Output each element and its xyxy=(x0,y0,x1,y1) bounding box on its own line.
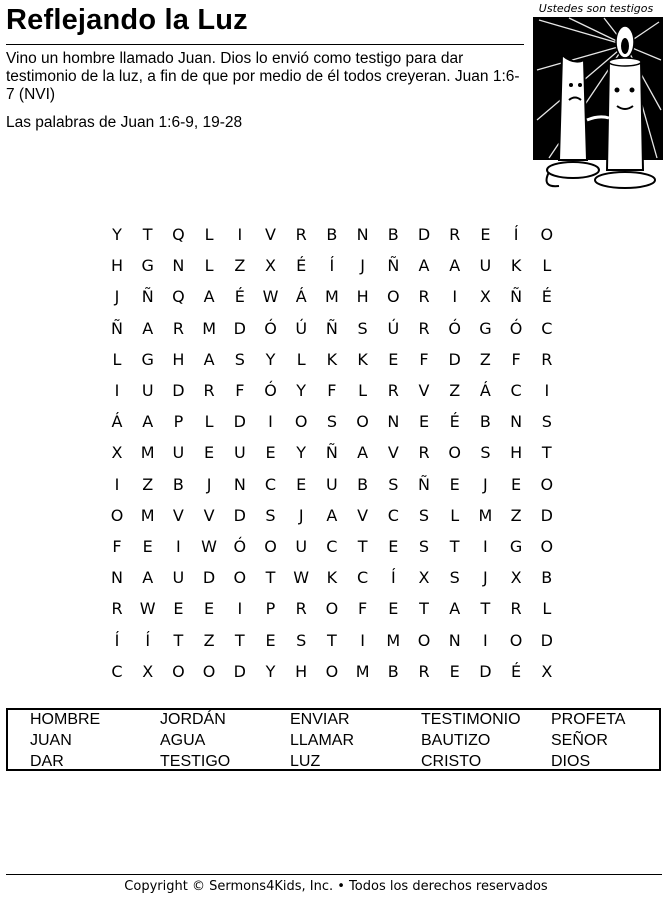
grid-letter[interactable]: X xyxy=(541,661,553,681)
grid-letter[interactable]: H xyxy=(172,349,185,369)
grid-letter[interactable]: E xyxy=(296,474,307,494)
grid-letter[interactable]: Ñ xyxy=(325,318,338,338)
grid-letter[interactable]: A xyxy=(449,256,461,276)
grid-letter[interactable]: M xyxy=(478,505,493,525)
grid-letter[interactable]: O xyxy=(540,474,554,494)
grid-letter[interactable]: S xyxy=(541,412,552,432)
grid-letter[interactable]: Y xyxy=(112,225,122,244)
grid-letter[interactable]: N xyxy=(111,568,123,588)
word-list-item: LLAMAR xyxy=(290,732,355,749)
grid-letter[interactable]: E xyxy=(204,443,215,463)
grid-letter[interactable]: S xyxy=(234,349,245,369)
grid-letter[interactable]: B xyxy=(387,225,399,244)
grid-letter[interactable]: A xyxy=(357,443,369,463)
word-list-item: JUAN xyxy=(30,732,72,749)
grid-letter[interactable]: E xyxy=(511,474,522,494)
grid-letter[interactable]: O xyxy=(356,412,369,432)
grid-letter[interactable]: R xyxy=(449,225,461,244)
grid-letter[interactable]: S xyxy=(326,412,337,432)
grid-letter[interactable]: B xyxy=(541,568,553,588)
grid-letter[interactable]: M xyxy=(202,318,216,338)
grid-letter[interactable]: X xyxy=(265,256,276,276)
grid-letter[interactable]: U xyxy=(141,381,154,400)
grid-letter[interactable]: L xyxy=(204,256,214,276)
grid-letter[interactable]: C xyxy=(111,661,123,681)
grid-letter[interactable]: S xyxy=(296,630,307,650)
grid-letter[interactable]: U xyxy=(172,568,185,588)
grid-letter[interactable]: H xyxy=(110,256,124,276)
grid-letter[interactable]: É xyxy=(541,287,552,307)
grid-letter[interactable]: A xyxy=(142,318,154,338)
grid-letter[interactable]: S xyxy=(265,505,276,525)
grid-letter[interactable]: W xyxy=(293,568,310,588)
grid-letter[interactable]: L xyxy=(204,412,214,432)
grid-letter[interactable]: E xyxy=(173,599,184,619)
grid-letter[interactable]: Ó xyxy=(264,318,277,338)
grid-letter[interactable]: T xyxy=(357,537,368,556)
grid-letter[interactable]: I xyxy=(544,381,550,400)
grid-letter[interactable]: W xyxy=(262,287,279,307)
grid-letter[interactable]: Q xyxy=(172,225,185,244)
grid-letter[interactable]: S xyxy=(357,318,368,338)
grid-letter[interactable]: A xyxy=(203,287,215,307)
title-divider xyxy=(6,44,524,45)
grid-letter[interactable]: D xyxy=(540,630,553,650)
grid-letter[interactable]: D xyxy=(172,381,185,400)
grid-letter[interactable]: O xyxy=(325,661,339,681)
grid-letter[interactable]: T xyxy=(480,599,491,619)
grid-letter[interactable]: I xyxy=(483,630,488,650)
grid-letter[interactable]: R xyxy=(295,225,307,244)
word-list-item: TESTIMONIO xyxy=(421,711,521,728)
grid-letter[interactable]: C xyxy=(357,568,369,588)
grid-letter[interactable]: O xyxy=(417,630,431,650)
grid-letter[interactable]: Ñ xyxy=(141,287,154,307)
grid-letter[interactable]: J xyxy=(483,568,488,588)
grid-letter[interactable]: Ñ xyxy=(510,287,523,307)
passage-reference: Las palabras de Juan 1:6-9, 19-28 xyxy=(6,114,243,131)
grid-letter[interactable]: Z xyxy=(510,505,522,525)
grid-letter[interactable]: R xyxy=(111,599,123,619)
grid-letter[interactable]: O xyxy=(233,568,247,588)
grid-letter[interactable]: T xyxy=(142,225,153,244)
grid-letter[interactable]: S xyxy=(418,537,430,556)
grid-letter[interactable]: Ó xyxy=(233,537,247,556)
grid-letter[interactable]: A xyxy=(326,505,338,525)
grid-letter[interactable]: N xyxy=(356,225,369,244)
grid-letter[interactable]: Z xyxy=(449,381,461,400)
grid-letter[interactable]: Y xyxy=(296,443,307,463)
grid-letter[interactable]: R xyxy=(203,381,215,400)
grid-letter[interactable]: U xyxy=(326,474,338,494)
grid-letter[interactable]: T xyxy=(419,599,429,619)
grid-letter[interactable]: H xyxy=(295,661,308,681)
grid-letter[interactable]: R xyxy=(172,318,184,338)
word-list-item: AGUA xyxy=(160,732,206,749)
grid-letter[interactable]: X xyxy=(111,443,123,463)
grid-letter[interactable]: É xyxy=(296,256,307,276)
grid-letter[interactable]: C xyxy=(510,381,522,400)
grid-letter[interactable]: X xyxy=(418,568,430,588)
grid-letter[interactable]: E xyxy=(142,537,153,556)
grid-letter[interactable]: D xyxy=(448,349,461,369)
grid-letter[interactable]: Ú xyxy=(387,318,400,338)
word-list-item: DIOS xyxy=(551,753,591,770)
grid-letter[interactable]: B xyxy=(172,474,184,494)
grid-letter[interactable]: O xyxy=(387,287,400,307)
grid-letter[interactable]: Ñ xyxy=(387,256,400,276)
grid-letter[interactable]: O xyxy=(540,225,554,244)
grid-letter[interactable]: F xyxy=(357,599,368,619)
grid-letter[interactable]: V xyxy=(357,505,369,525)
grid-letter[interactable]: D xyxy=(479,661,492,681)
grid-letter[interactable]: I xyxy=(176,537,181,556)
grid-letter[interactable]: R xyxy=(418,661,430,681)
word-list-item: BAUTIZO xyxy=(421,732,491,749)
grid-letter[interactable]: P xyxy=(173,412,184,432)
grid-letter[interactable]: G xyxy=(141,349,154,369)
grid-letter[interactable]: É xyxy=(511,661,522,681)
grid-letter[interactable]: D xyxy=(233,661,246,681)
grid-letter[interactable]: G xyxy=(141,256,154,276)
grid-letter[interactable]: L xyxy=(542,256,552,276)
grid-letter[interactable]: S xyxy=(388,474,399,494)
grid-letter[interactable]: M xyxy=(386,630,401,650)
grid-letter[interactable]: T xyxy=(265,568,276,588)
grid-letter[interactable]: Z xyxy=(203,630,215,650)
grid-letter[interactable]: L xyxy=(358,381,368,400)
grid-letter[interactable]: Ó xyxy=(509,318,523,338)
grid-letter[interactable]: Í xyxy=(513,225,519,244)
grid-letter[interactable]: M xyxy=(140,443,155,463)
grid-letter[interactable]: Í xyxy=(390,568,396,588)
grid-letter[interactable]: M xyxy=(324,287,339,307)
grid-letter[interactable]: B xyxy=(326,225,338,244)
grid-letter[interactable]: Í xyxy=(329,256,335,276)
grid-letter[interactable]: J xyxy=(360,256,365,276)
grid-letter[interactable]: Á xyxy=(295,287,307,307)
grid-letter[interactable]: A xyxy=(203,349,215,369)
grid-letter[interactable]: E xyxy=(388,537,399,556)
grid-letter[interactable]: D xyxy=(233,505,246,525)
grid-letter[interactable]: D xyxy=(540,505,553,525)
grid-letter[interactable]: O xyxy=(202,661,216,681)
grid-letter[interactable]: L xyxy=(112,349,122,369)
illustration-caption: Ustedes son testigos xyxy=(538,2,654,15)
grid-letter[interactable]: V xyxy=(265,225,276,244)
grid-letter[interactable]: M xyxy=(140,505,155,525)
grid-letter[interactable]: Á xyxy=(479,381,491,400)
grid-letter[interactable]: I xyxy=(268,412,273,432)
grid-letter[interactable]: K xyxy=(510,256,522,276)
grid-letter[interactable]: U xyxy=(233,443,246,463)
grid-letter[interactable]: E xyxy=(480,225,491,244)
grid-letter[interactable]: Ú xyxy=(295,318,308,338)
grid-letter[interactable]: Á xyxy=(111,412,123,432)
grid-letter[interactable]: P xyxy=(265,599,276,619)
grid-letter[interactable]: I xyxy=(452,287,458,307)
grid-letter[interactable]: G xyxy=(479,318,492,338)
grid-letter[interactable]: U xyxy=(479,256,492,276)
grid-letter[interactable]: N xyxy=(387,412,400,432)
grid-letter[interactable]: É xyxy=(234,287,245,307)
word-list-box xyxy=(6,708,661,771)
word-list-item: HOMBRE xyxy=(30,711,101,728)
grid-letter[interactable]: Y xyxy=(296,381,307,400)
grid-letter[interactable]: C xyxy=(541,318,553,338)
page-title: Reflejando la Luz xyxy=(6,4,248,36)
grid-letter[interactable]: R xyxy=(418,443,430,463)
grid-letter[interactable]: D xyxy=(233,318,246,338)
grid-letter[interactable]: I xyxy=(237,225,243,244)
grid-letter[interactable]: H xyxy=(356,287,369,307)
grid-letter[interactable]: E xyxy=(265,630,276,650)
footer-divider xyxy=(6,874,662,875)
grid-letter[interactable]: O xyxy=(110,505,124,525)
grid-letter[interactable]: E xyxy=(449,661,460,681)
grid-letter[interactable]: M xyxy=(355,661,370,681)
grid-letter[interactable]: I xyxy=(237,599,243,619)
grid-letter[interactable]: O xyxy=(509,630,523,650)
grid-letter[interactable]: N xyxy=(172,256,185,276)
grid-letter[interactable]: U xyxy=(295,537,308,556)
grid-letter[interactable]: V xyxy=(418,381,430,400)
grid-letter[interactable]: N xyxy=(510,412,523,432)
grid-letter[interactable]: T xyxy=(327,630,337,650)
grid-letter[interactable]: L xyxy=(450,505,460,525)
grid-letter[interactable]: N xyxy=(448,630,461,650)
grid-letter[interactable]: G xyxy=(509,537,523,556)
word-list-item: LUZ xyxy=(290,753,321,770)
grid-letter[interactable]: N xyxy=(233,474,246,494)
grid-letter[interactable]: K xyxy=(326,349,338,369)
grid-letter[interactable]: V xyxy=(172,505,184,525)
word-list-item: JORDÁN xyxy=(160,711,226,728)
grid-letter[interactable]: É xyxy=(449,412,460,432)
word-list-item: CRISTO xyxy=(421,753,482,770)
word-list-item: PROFETA xyxy=(551,711,626,728)
grid-letter[interactable]: R xyxy=(418,318,430,338)
grid-letter[interactable]: H xyxy=(510,443,523,463)
grid-letter[interactable]: K xyxy=(326,568,338,588)
memory-verse: Vino un hombre llamado Juan. Dios lo envió como testigo para dar testimonio de la luz, a fin de que por medio de él todos creyeran. Juan 1:6-7 (NVI) xyxy=(6,50,520,103)
grid-letter[interactable]: I xyxy=(114,381,120,400)
grid-letter[interactable]: T xyxy=(173,630,184,650)
word-list-item: ENVIAR xyxy=(290,711,350,728)
grid-letter[interactable]: F xyxy=(419,349,429,369)
grid-letter[interactable]: K xyxy=(357,349,368,369)
grid-letter[interactable]: X xyxy=(479,287,491,307)
grid-letter[interactable]: D xyxy=(202,568,216,588)
grid-letter[interactable]: R xyxy=(295,599,307,619)
grid-letter[interactable]: O xyxy=(540,537,554,556)
grid-letter[interactable]: S xyxy=(480,443,491,463)
grid-letter[interactable]: O xyxy=(264,537,277,556)
grid-letter[interactable]: W xyxy=(139,599,156,619)
grid-letter[interactable]: O xyxy=(294,412,308,432)
grid-letter[interactable]: B xyxy=(357,474,369,494)
grid-letter[interactable]: V xyxy=(387,443,399,463)
grid-letter[interactable]: E xyxy=(204,599,215,619)
grid-letter[interactable]: F xyxy=(511,349,521,369)
grid-letter[interactable]: I xyxy=(360,630,365,650)
grid-letter[interactable]: L xyxy=(542,599,552,619)
grid-letter[interactable]: I xyxy=(483,537,488,556)
grid-letter[interactable]: R xyxy=(387,381,399,400)
grid-letter[interactable]: O xyxy=(448,443,461,463)
grid-letter[interactable]: X xyxy=(510,568,522,588)
grid-letter[interactable]: T xyxy=(234,630,245,650)
grid-letter[interactable]: Y xyxy=(265,661,276,681)
grid-letter[interactable]: B xyxy=(387,661,399,681)
grid-letter[interactable]: Ó xyxy=(448,318,461,338)
grid-letter[interactable]: Ñ xyxy=(418,474,430,494)
grid-letter[interactable]: A xyxy=(418,256,430,276)
grid-letter[interactable]: T xyxy=(541,443,552,463)
grid-letter[interactable]: R xyxy=(418,287,430,307)
grid-letter[interactable]: J xyxy=(114,287,120,307)
word-list-item: SEÑOR xyxy=(551,732,608,749)
grid-letter[interactable]: X xyxy=(142,661,154,681)
grid-letter[interactable]: Z xyxy=(479,349,491,369)
grid-letter[interactable]: C xyxy=(326,537,338,556)
grid-letter[interactable]: S xyxy=(449,568,460,588)
grid-letter[interactable]: T xyxy=(449,537,460,556)
grid-letter[interactable]: O xyxy=(172,661,185,681)
grid-letter[interactable]: A xyxy=(449,599,461,619)
grid-letter[interactable]: I xyxy=(114,474,120,494)
grid-letter[interactable]: E xyxy=(388,349,399,369)
grid-letter[interactable]: Í xyxy=(114,630,120,650)
grid-letter[interactable]: C xyxy=(387,505,399,525)
grid-letter[interactable]: Q xyxy=(172,287,185,307)
grid-letter[interactable]: V xyxy=(203,505,215,525)
grid-letter[interactable]: D xyxy=(233,412,246,432)
grid-letter[interactable]: W xyxy=(201,537,217,556)
grid-letter[interactable]: J xyxy=(483,474,488,494)
grid-letter[interactable]: R xyxy=(541,349,553,369)
grid-letter[interactable]: Ñ xyxy=(111,318,123,338)
grid-letter[interactable]: F xyxy=(235,381,245,400)
grid-letter[interactable]: J xyxy=(298,505,304,525)
grid-letter[interactable]: Í xyxy=(145,630,151,650)
grid-letter[interactable]: Z xyxy=(234,256,246,276)
grid-letter[interactable]: F xyxy=(327,381,337,400)
word-list-item: DAR xyxy=(30,753,64,770)
grid-letter[interactable]: U xyxy=(172,443,185,463)
grid-letter[interactable]: L xyxy=(296,349,306,369)
candles-illustration xyxy=(529,0,667,196)
grid-letter[interactable]: B xyxy=(479,412,491,432)
grid-letter[interactable]: C xyxy=(264,474,277,494)
grid-letter[interactable]: E xyxy=(449,474,460,494)
grid-letter[interactable]: Ó xyxy=(264,381,277,400)
grid-letter[interactable]: E xyxy=(388,599,399,619)
grid-letter[interactable]: R xyxy=(510,599,522,619)
grid-letter[interactable]: E xyxy=(418,412,430,432)
grid-letter[interactable]: O xyxy=(325,599,339,619)
grid-letter[interactable]: L xyxy=(204,225,214,244)
grid-letter[interactable]: D xyxy=(417,225,431,244)
grid-letter[interactable]: A xyxy=(142,412,154,432)
word-list-item: TESTIGO xyxy=(160,753,231,770)
grid-letter[interactable]: J xyxy=(206,474,212,494)
grid-letter[interactable]: Z xyxy=(142,474,154,494)
grid-letter[interactable]: Ñ xyxy=(325,443,338,463)
grid-letter[interactable]: A xyxy=(142,568,154,588)
grid-letter[interactable]: Y xyxy=(265,349,276,369)
copyright-footer: Copyright © Sermons4Kids, Inc. • Todos los derechos reservados xyxy=(124,879,548,894)
grid-letter[interactable]: E xyxy=(265,443,276,463)
grid-letter[interactable]: S xyxy=(418,505,430,525)
grid-letter[interactable]: F xyxy=(112,537,122,556)
